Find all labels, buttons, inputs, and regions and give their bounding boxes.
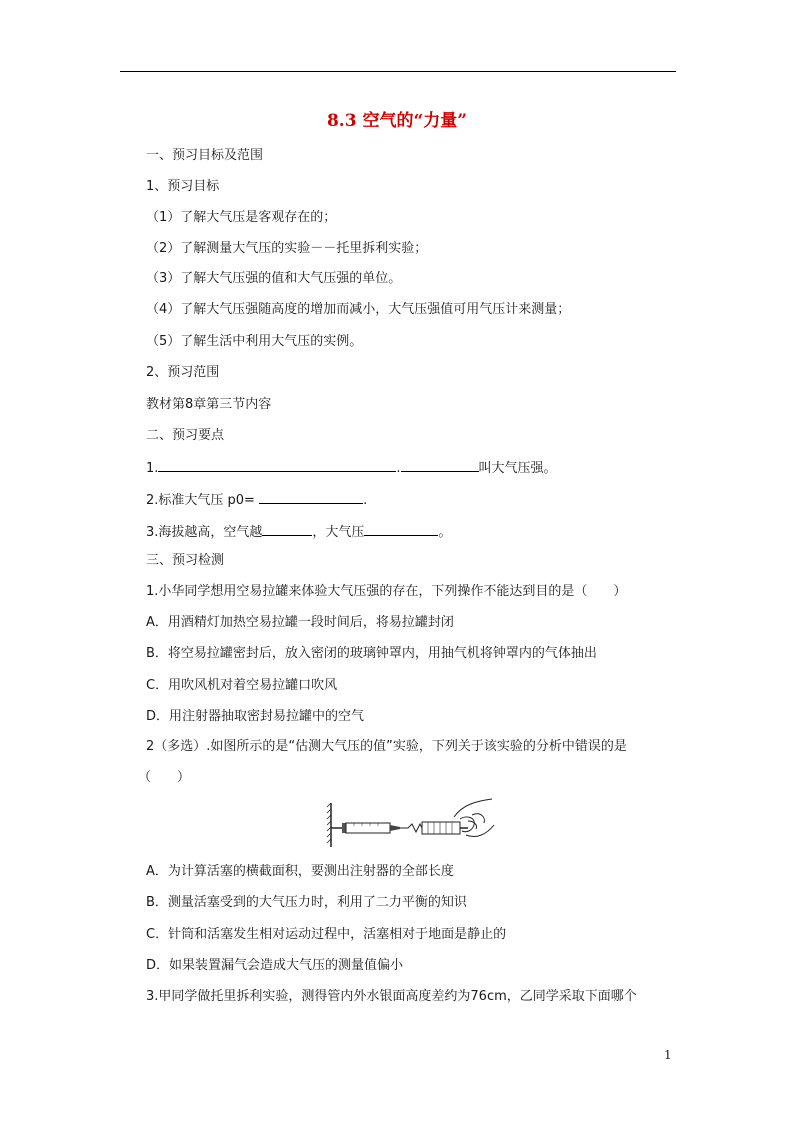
section-2-heading: 二、预习要点 bbox=[146, 428, 225, 443]
fill-blank[interactable] bbox=[262, 522, 312, 536]
fill-blank[interactable] bbox=[401, 458, 479, 472]
page-title: 8.3 空气的“力量” bbox=[326, 111, 468, 131]
key-point-2-prefix: 2.标准大气压 p0= bbox=[146, 493, 260, 508]
question-2-option-c: C．针筒和活塞发生相对运动过程中，活塞相对于地面是静止的 bbox=[146, 927, 507, 942]
key-point-3-suffix: 。 bbox=[438, 525, 452, 540]
question-1-option-c: C．用吹风机对着空易拉罐口吹风 bbox=[146, 678, 338, 693]
fill-blank[interactable] bbox=[158, 458, 396, 472]
key-point-1-mid: . bbox=[396, 461, 401, 476]
key-point-1-suffix: 叫大气压强。 bbox=[478, 461, 557, 476]
goal-3: （3）了解大气压强的值和大气压强的单位。 bbox=[146, 271, 402, 286]
question-1-option-d: D．用注射器抽取密封易拉罐中的空气 bbox=[146, 709, 365, 724]
question-1: 1.小华同学想用空易拉罐来体验大气压强的存在，下列操作不能达到目的是（ ） bbox=[146, 584, 627, 599]
header-rule bbox=[120, 71, 676, 72]
syringe-experiment-figure bbox=[326, 795, 496, 851]
goal-5: （5）了解生活中利用大气压的实例。 bbox=[146, 334, 363, 349]
goal-2: （2）了解测量大气压的实验－－托里拆利实验； bbox=[146, 241, 428, 256]
scope-text: 教材第8章第三节内容 bbox=[146, 397, 272, 412]
key-point-1-prefix: 1. bbox=[146, 461, 159, 476]
question-3: 3.甲同学做托里拆利实验，测得管内外水银面高度差约为76cm，乙同学采取下面哪个 bbox=[146, 989, 637, 1004]
subsection-scope: 2、预习范围 bbox=[146, 365, 220, 380]
goal-1: （1）了解大气压是客观存在的； bbox=[146, 210, 337, 225]
key-point-2 bbox=[146, 490, 367, 510]
key-point-2-suffix: . bbox=[363, 493, 368, 508]
page-number: 1 bbox=[664, 1048, 672, 1062]
goal-4: （4）了解大气压强随高度的增加而减小，大气压强值可用气压计来测量； bbox=[146, 302, 571, 317]
key-point-1 bbox=[146, 458, 557, 478]
key-point-3-mid: ，大气压 bbox=[312, 525, 365, 540]
question-1-option-a: A．用酒精灯加热空易拉罐一段时间后，将易拉罐封闭 bbox=[146, 615, 454, 630]
section-1-heading: 一、预习目标及范围 bbox=[146, 148, 264, 163]
question-2-paren: （ ） bbox=[138, 770, 191, 785]
question-1-option-b: B．将空易拉罐密封后，放入密闭的玻璃钟罩内，用抽气机将钟罩内的气体抽出 bbox=[146, 646, 597, 661]
section-3-heading: 三、预习检测 bbox=[146, 553, 225, 568]
question-2: 2（多选）.如图所示的是“估测大气压的值”实验，下列关于该实验的分析中错误的是 bbox=[146, 739, 627, 754]
question-2-option-a: A．为计算活塞的横截面积，要测出注射器的全部长度 bbox=[146, 864, 454, 879]
fill-blank[interactable] bbox=[259, 490, 363, 504]
question-2-option-b: B．测量活塞受到的大气压力时，利用了二力平衡的知识 bbox=[146, 895, 467, 910]
fill-blank[interactable] bbox=[364, 522, 438, 536]
key-point-3 bbox=[146, 522, 451, 542]
subsection-goals: 1、预习目标 bbox=[146, 179, 220, 194]
key-point-3-prefix: 3.海拔越高，空气越 bbox=[146, 525, 263, 540]
question-2-option-d: D．如果装置漏气会造成大气压的测量值偏小 bbox=[146, 958, 404, 973]
